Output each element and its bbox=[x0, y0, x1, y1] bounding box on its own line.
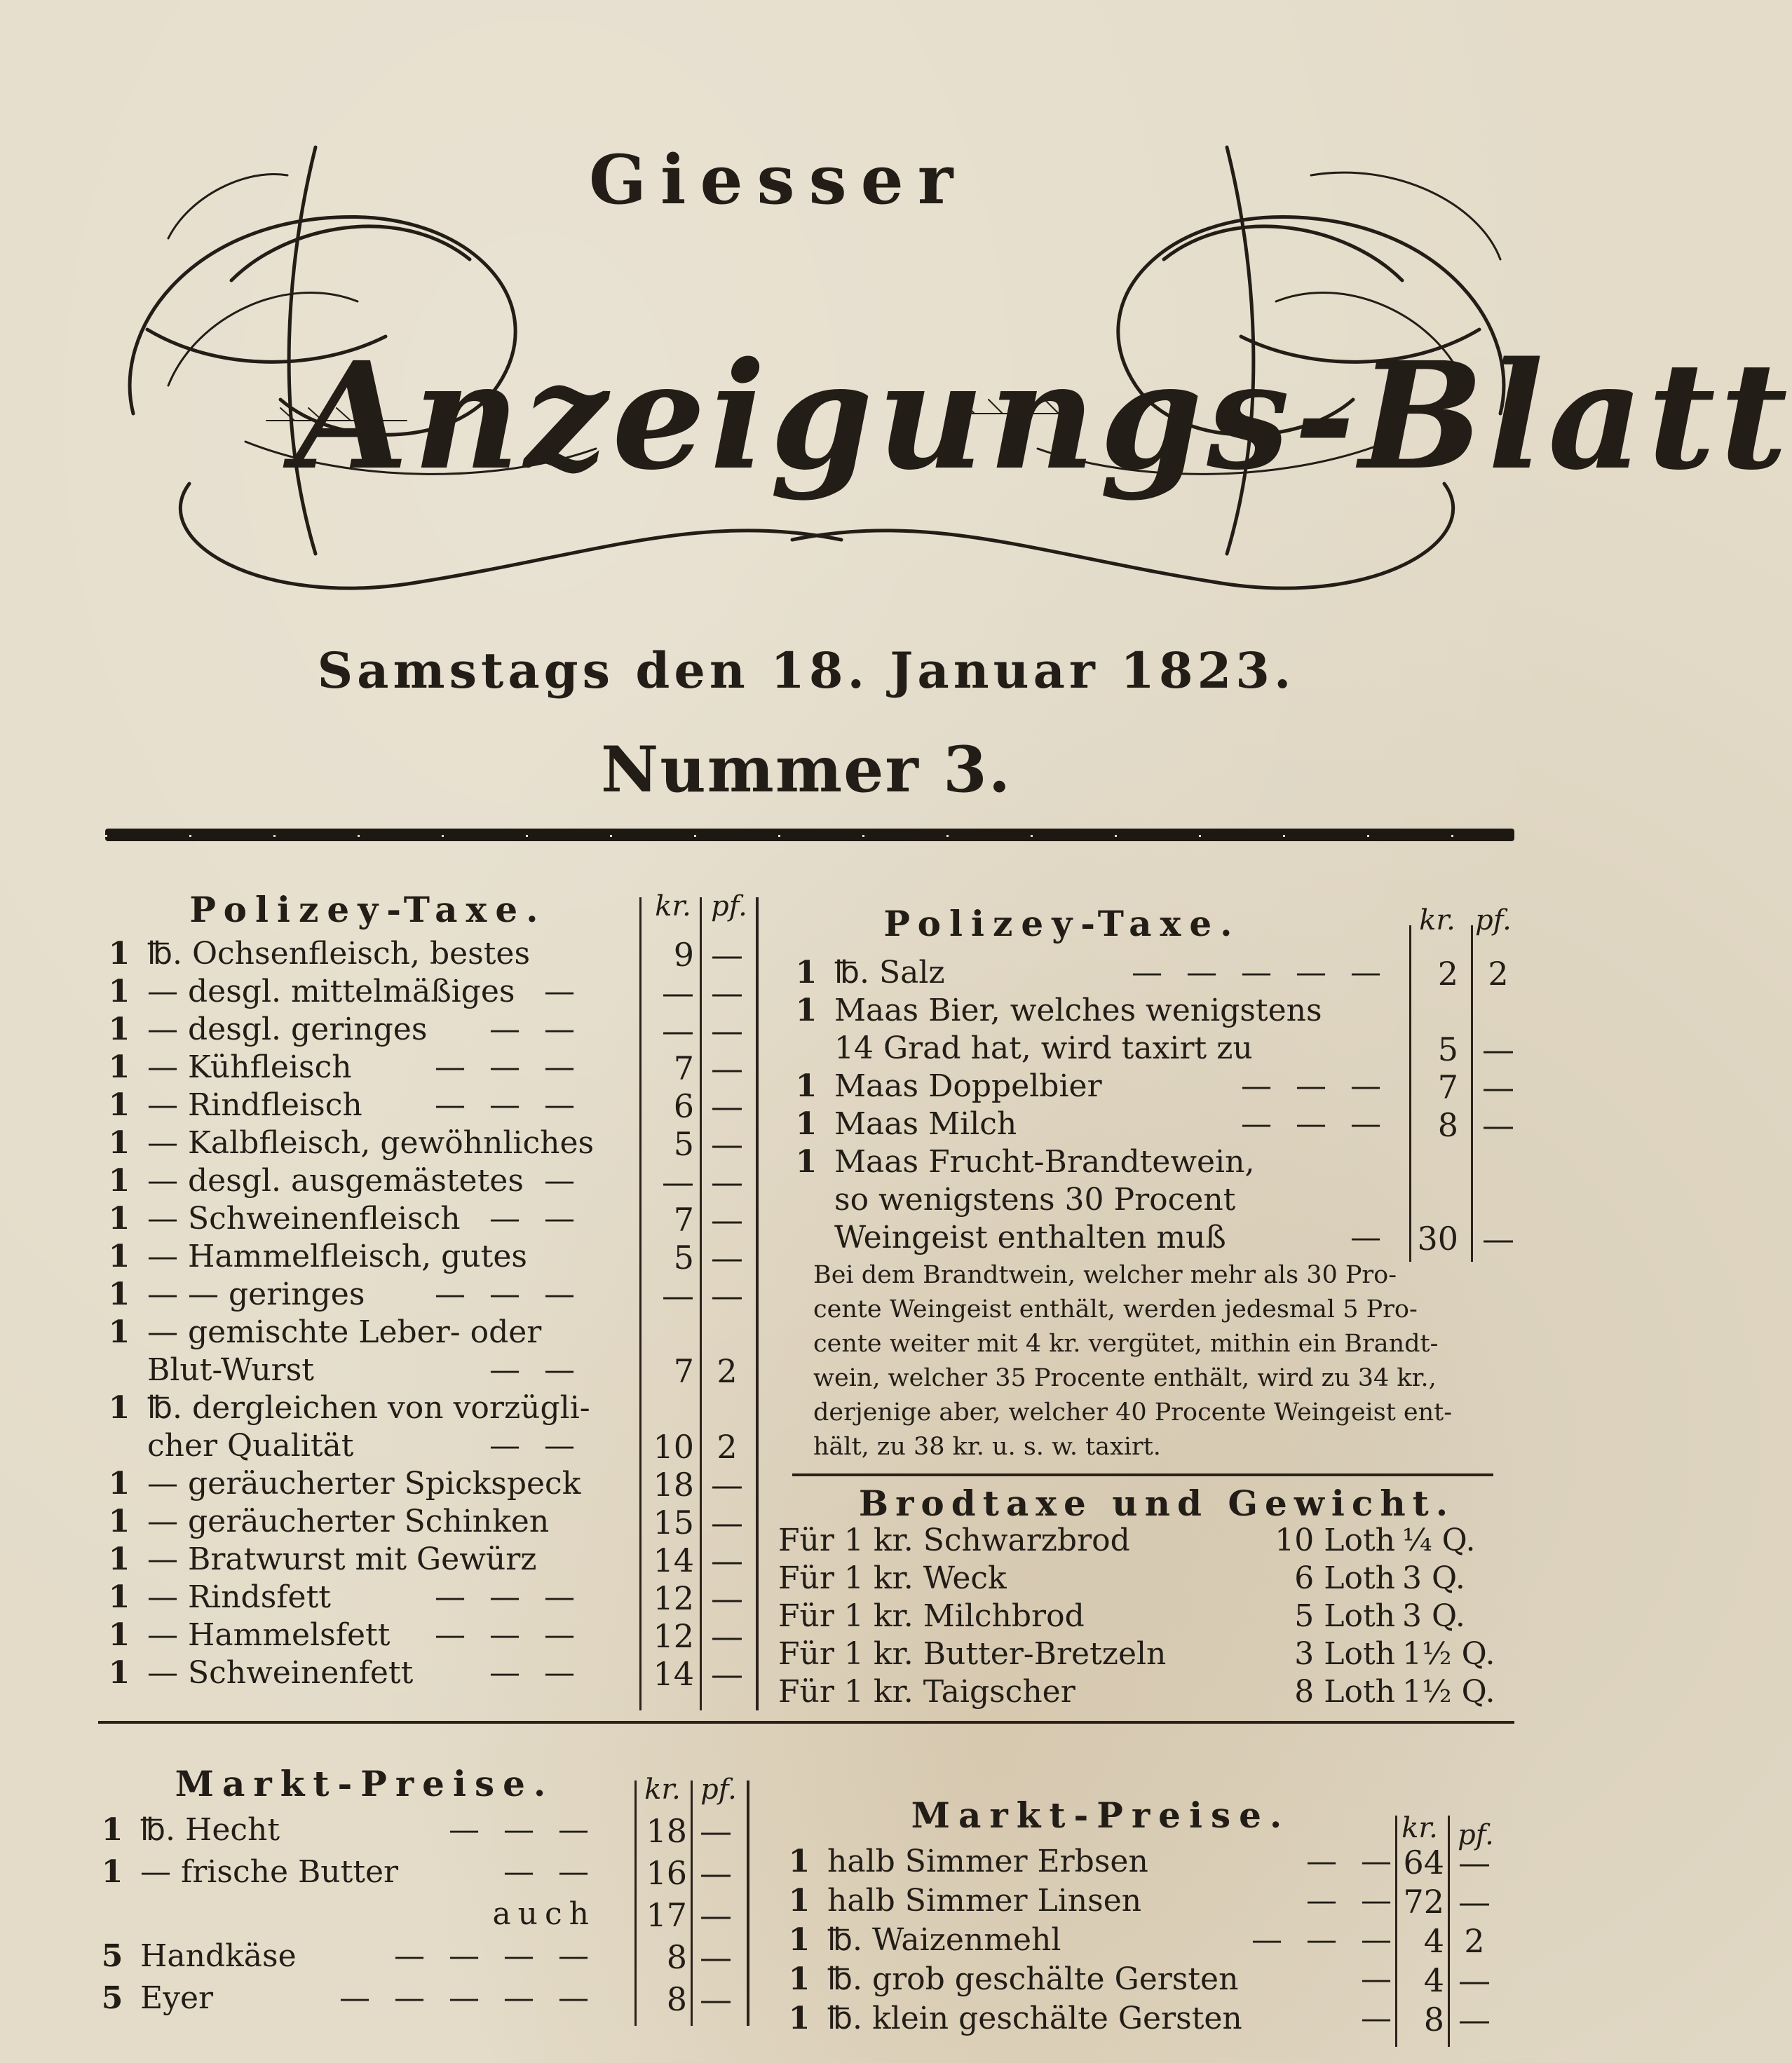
table-row bbox=[98, 1049, 764, 1087]
row-item: so wenigstens 30 Procent bbox=[834, 1182, 1236, 1218]
row-dashes: — — bbox=[1306, 1883, 1399, 1919]
table-row bbox=[91, 1980, 757, 2018]
row-dashes: — — — bbox=[435, 1617, 582, 1653]
brod-quentchen: 3 Q. bbox=[1402, 1598, 1465, 1634]
row-item: halb Simmer Erbsen bbox=[827, 1844, 1148, 1879]
right-markt-pf-header: pf. bbox=[1458, 1819, 1494, 1851]
row-dashes: — — — bbox=[435, 1579, 582, 1615]
row-kreuzer: 7 bbox=[673, 1201, 694, 1239]
table-row bbox=[785, 1220, 1521, 1258]
brandtwein-note bbox=[813, 1258, 1500, 1464]
row-pfennig: — bbox=[711, 974, 743, 1012]
table-row bbox=[98, 1201, 764, 1239]
row-dashes: — — — bbox=[1241, 1068, 1388, 1104]
row-quantity: 1 bbox=[795, 993, 817, 1028]
row-item: — Kalbfleisch, gewöhnliches bbox=[147, 1125, 595, 1161]
row-kreuzer: 12 bbox=[653, 1617, 694, 1655]
row-item: ℔. grob geschälte Gersten bbox=[827, 1961, 1239, 1997]
row-dashes: — — bbox=[489, 1352, 582, 1388]
row-quantity: 1 bbox=[108, 1541, 130, 1577]
row-dashes: — — bbox=[1306, 1844, 1399, 1879]
note-line: hält, zu 38 kr. u. s. w. taxirt. bbox=[813, 1433, 1161, 1461]
table-row bbox=[778, 1636, 1521, 1674]
row-dashes: — bbox=[1350, 1220, 1388, 1255]
note-line: cente weiter mit 4 kr. vergütet, mithin ein Brandt- bbox=[813, 1330, 1439, 1358]
table-row bbox=[91, 1938, 757, 1976]
brodtaxe-rule bbox=[792, 1473, 1493, 1476]
row-quantity: 1 bbox=[788, 1844, 810, 1879]
brod-item: Für 1 kr. Butter-Bretzeln bbox=[778, 1636, 1167, 1672]
right-taxe-kr-header: kr. bbox=[1419, 904, 1455, 937]
row-item: ℔. Hecht bbox=[140, 1812, 280, 1848]
row-dashes: — — — bbox=[435, 1276, 582, 1312]
row-quantity: 1 bbox=[108, 974, 130, 1009]
row-kreuzer: 4 bbox=[1423, 1922, 1444, 1960]
row-item: Maas Milch bbox=[834, 1106, 1017, 1142]
row-kreuzer: — bbox=[662, 974, 694, 1012]
table-row bbox=[91, 1896, 757, 1934]
table-row bbox=[98, 1466, 764, 1504]
row-dashes: — — — bbox=[449, 1812, 596, 1848]
row-dashes: — — bbox=[489, 1655, 582, 1691]
row-item: cher Qualität bbox=[147, 1428, 354, 1464]
row-pfennig: — bbox=[711, 1655, 743, 1693]
row-dashes: — — — — — bbox=[1132, 955, 1388, 990]
row-pfennig: — bbox=[711, 1012, 743, 1049]
row-kreuzer: 4 bbox=[1423, 1961, 1444, 1999]
table-row bbox=[778, 1922, 1514, 1960]
brod-item: Für 1 kr. Schwarzbrod bbox=[778, 1523, 1130, 1558]
table-row bbox=[778, 1598, 1521, 1636]
row-item: — desgl. geringes bbox=[147, 1012, 428, 1047]
row-kreuzer: 6 bbox=[673, 1087, 694, 1125]
row-item: — Rindsfett bbox=[147, 1579, 331, 1615]
row-kreuzer: 7 bbox=[673, 1049, 694, 1087]
brod-item: Für 1 kr. Weck bbox=[778, 1560, 1007, 1596]
row-quantity: 1 bbox=[108, 1314, 130, 1350]
row-item: — geräucherter Spickspeck bbox=[147, 1466, 581, 1502]
row-pfennig: — bbox=[700, 1812, 732, 1850]
note-line: wein, welcher 35 Procente enthält, wird zu 34 kr., bbox=[813, 1364, 1437, 1392]
row-item: — Schweinenfett bbox=[147, 1655, 414, 1691]
row-pfennig: — bbox=[700, 1896, 732, 1934]
row-item: — Hammelsfett bbox=[147, 1617, 391, 1653]
brodtaxe-title: Brodtaxe und Gewicht. bbox=[858, 1483, 1455, 1524]
row-item: — Bratwurst mit Gewürz bbox=[147, 1541, 537, 1577]
row-quantity: 1 bbox=[108, 1655, 130, 1691]
row-pfennig: 2 bbox=[717, 1428, 738, 1466]
row-dashes: — — — bbox=[1251, 1922, 1399, 1958]
row-quantity: 1 bbox=[108, 1239, 130, 1274]
row-dashes: — — bbox=[489, 1012, 582, 1047]
row-quantity: 1 bbox=[788, 1883, 810, 1919]
row-item: ℔. klein geschälte Gersten bbox=[827, 2001, 1242, 2036]
row-kreuzer: 64 bbox=[1403, 1844, 1444, 1881]
issue-number: Nummer 3. bbox=[600, 733, 1012, 807]
row-kreuzer: 5 bbox=[1437, 1030, 1458, 1068]
brod-quentchen: 1½ Q. bbox=[1402, 1636, 1495, 1672]
row-kreuzer: 8 bbox=[666, 1938, 687, 1976]
row-item: Maas Doppelbier bbox=[834, 1068, 1102, 1104]
row-kreuzer: 72 bbox=[1403, 1883, 1444, 1921]
row-pfennig: — bbox=[711, 1466, 743, 1504]
brod-item: Für 1 kr. Milchbrod bbox=[778, 1598, 1085, 1634]
table-row bbox=[785, 1106, 1521, 1144]
row-pfennig: 2 bbox=[1464, 1922, 1485, 1960]
table-row bbox=[98, 936, 764, 974]
brod-loth: 5 Loth bbox=[1294, 1598, 1395, 1634]
row-pfennig: — bbox=[1482, 1106, 1514, 1144]
brod-quentchen: 1½ Q. bbox=[1402, 1674, 1495, 1710]
row-kreuzer: 18 bbox=[646, 1812, 687, 1850]
row-item: 14 Grad hat, wird taxirt zu bbox=[834, 1030, 1253, 1066]
table-row bbox=[91, 1854, 757, 1892]
table-row bbox=[778, 1883, 1514, 1921]
note-line: derjenige aber, welcher 40 Procente Weingeist ent- bbox=[813, 1398, 1453, 1427]
row-quantity: 1 bbox=[788, 2001, 810, 2036]
row-kreuzer: 5 bbox=[673, 1239, 694, 1276]
row-dashes: — — bbox=[503, 1854, 596, 1890]
table-row bbox=[98, 1087, 764, 1125]
table-row bbox=[98, 1579, 764, 1617]
row-item: ℔. dergleichen von vorzügli- bbox=[147, 1390, 590, 1426]
row-quantity: 1 bbox=[795, 1068, 817, 1104]
row-pfennig: — bbox=[711, 1201, 743, 1239]
table-row bbox=[98, 1655, 764, 1693]
row-item: Handkäse bbox=[140, 1938, 297, 1974]
table-row bbox=[98, 1314, 764, 1352]
table-row bbox=[98, 1541, 764, 1579]
row-dashes: — bbox=[544, 1163, 582, 1199]
row-item: — desgl. ausgemästetes bbox=[147, 1163, 524, 1199]
row-quantity: 1 bbox=[101, 1812, 123, 1848]
markt-rule bbox=[98, 1721, 1514, 1724]
left-markt-kr-header: kr. bbox=[644, 1773, 681, 1806]
table-row bbox=[778, 2001, 1514, 2038]
row-dashes: — — — — — bbox=[339, 1980, 596, 2016]
row-item: Weingeist enthalten muß bbox=[834, 1220, 1226, 1255]
table-row bbox=[785, 955, 1521, 993]
row-pfennig: 2 bbox=[1488, 955, 1509, 993]
table-row bbox=[785, 1182, 1521, 1220]
row-kreuzer: 8 bbox=[1437, 1106, 1458, 1144]
masthead-city: Giesser bbox=[589, 140, 968, 219]
row-item: Eyer bbox=[140, 1980, 214, 2016]
row-quantity: 1 bbox=[101, 1854, 123, 1890]
row-item: halb Simmer Linsen bbox=[827, 1883, 1142, 1919]
row-item: — gemischte Leber- oder bbox=[147, 1314, 542, 1350]
row-dashes: — — — bbox=[1241, 1106, 1388, 1142]
row-quantity: 1 bbox=[788, 1922, 810, 1958]
brod-loth: 10 Loth bbox=[1275, 1523, 1395, 1558]
table-row bbox=[785, 1068, 1521, 1106]
row-kreuzer: 12 bbox=[653, 1579, 694, 1617]
row-pfennig: — bbox=[711, 1049, 743, 1087]
row-quantity: 1 bbox=[108, 936, 130, 972]
brod-loth: 8 Loth bbox=[1294, 1674, 1395, 1710]
row-quantity: 1 bbox=[108, 1125, 130, 1161]
right-taxe-title: Polizey-Taxe. bbox=[883, 903, 1241, 944]
brod-quentchen: 3 Q. bbox=[1402, 1560, 1465, 1596]
row-pfennig: — bbox=[711, 1163, 743, 1201]
row-kreuzer: — bbox=[662, 1163, 694, 1201]
table-row bbox=[98, 1428, 764, 1466]
row-pfennig: — bbox=[1482, 1068, 1514, 1106]
row-item: Maas Frucht-Brandtewein, bbox=[834, 1144, 1255, 1180]
row-quantity: 1 bbox=[108, 1163, 130, 1199]
right-taxe-pf-header: pf. bbox=[1475, 904, 1512, 937]
table-row bbox=[98, 1163, 764, 1201]
row-kreuzer: 8 bbox=[666, 1980, 687, 2018]
row-quantity: 1 bbox=[108, 1012, 130, 1047]
row-quantity: 1 bbox=[108, 1049, 130, 1085]
row-pfennig: — bbox=[711, 1504, 743, 1541]
table-row bbox=[785, 1030, 1521, 1068]
row-item: — Rindfleisch bbox=[147, 1087, 362, 1123]
row-quantity: 1 bbox=[108, 1201, 130, 1237]
table-row bbox=[98, 1012, 764, 1049]
row-item: — frische Butter bbox=[140, 1854, 399, 1890]
row-kreuzer: 7 bbox=[1437, 1068, 1458, 1106]
row-dashes: — — bbox=[489, 1201, 582, 1237]
row-dashes: — bbox=[1361, 1961, 1399, 1997]
row-pfennig: — bbox=[1482, 1220, 1514, 1258]
row-kreuzer: 15 bbox=[653, 1504, 694, 1541]
row-kreuzer: 10 bbox=[653, 1428, 694, 1466]
brod-loth: 6 Loth bbox=[1294, 1560, 1395, 1596]
table-row bbox=[778, 1844, 1514, 1881]
row-pfennig: — bbox=[711, 1276, 743, 1314]
row-quantity: 1 bbox=[788, 1961, 810, 1997]
row-kreuzer: 5 bbox=[673, 1125, 694, 1163]
right-markt-kr-header: kr. bbox=[1401, 1812, 1438, 1844]
row-dashes: — bbox=[544, 974, 582, 1009]
row-pfennig: — bbox=[700, 1980, 732, 2018]
row-dashes: — — — bbox=[435, 1049, 582, 1085]
row-pfennig: — bbox=[711, 1617, 743, 1655]
row-pfennig: — bbox=[711, 1541, 743, 1579]
row-item: — Hammelfleisch, gutes bbox=[147, 1239, 527, 1274]
row-pfennig: — bbox=[711, 936, 743, 974]
row-quantity: 5 bbox=[101, 1980, 123, 2016]
row-pfennig: — bbox=[711, 1239, 743, 1276]
row-kreuzer: 30 bbox=[1417, 1220, 1458, 1258]
table-row bbox=[778, 1523, 1521, 1560]
table-row bbox=[785, 1144, 1521, 1182]
row-kreuzer: 16 bbox=[646, 1854, 687, 1892]
row-dashes: — — — bbox=[435, 1087, 582, 1123]
row-kreuzer: 9 bbox=[673, 936, 694, 974]
table-row bbox=[98, 1352, 764, 1390]
row-pfennig: — bbox=[711, 1579, 743, 1617]
row-quantity: 1 bbox=[108, 1466, 130, 1502]
table-row bbox=[98, 1504, 764, 1541]
row-quantity: 5 bbox=[101, 1938, 123, 1974]
table-row bbox=[778, 1674, 1521, 1712]
table-row bbox=[778, 1961, 1514, 1999]
header-rule bbox=[105, 829, 1514, 841]
row-quantity: 1 bbox=[108, 1390, 130, 1426]
left-markt-title: Markt-Preise. bbox=[175, 1763, 555, 1804]
dateline: Samstags den 18. Januar 1823. bbox=[317, 641, 1296, 700]
table-row bbox=[98, 974, 764, 1012]
row-kreuzer: 14 bbox=[653, 1655, 694, 1693]
row-dashes: — — bbox=[489, 1428, 582, 1464]
brod-loth: 3 Loth bbox=[1294, 1636, 1395, 1672]
row-quantity: 1 bbox=[108, 1087, 130, 1123]
table-row bbox=[98, 1276, 764, 1314]
table-row bbox=[98, 1617, 764, 1655]
row-quantity: 1 bbox=[108, 1617, 130, 1653]
table-row bbox=[778, 1560, 1521, 1598]
row-kreuzer: 17 bbox=[646, 1896, 687, 1934]
row-item: ℔. Salz bbox=[834, 955, 945, 990]
row-quantity: 1 bbox=[795, 1106, 817, 1142]
row-dashes: — bbox=[1361, 2001, 1399, 2036]
table-row bbox=[98, 1390, 764, 1428]
row-item: ℔. Waizenmehl bbox=[827, 1922, 1061, 1958]
table-row bbox=[98, 1125, 764, 1163]
brod-item: Für 1 kr. Taigscher bbox=[778, 1674, 1075, 1710]
left-markt-pf-header: pf. bbox=[700, 1773, 737, 1806]
row-item: — — geringes bbox=[147, 1276, 365, 1312]
row-pfennig: — bbox=[1458, 1883, 1491, 1921]
row-dashes: — — — — bbox=[394, 1938, 596, 1974]
row-kreuzer: 2 bbox=[1437, 955, 1458, 993]
row-pfennig: — bbox=[1482, 1030, 1514, 1068]
row-kreuzer: 8 bbox=[1423, 2001, 1444, 2038]
row-pfennig: 2 bbox=[717, 1352, 738, 1390]
note-line: Bei dem Brandtwein, welcher mehr als 30 Pro- bbox=[813, 1261, 1397, 1289]
left-taxe-kr-header: kr. bbox=[655, 890, 691, 922]
row-pfennig: — bbox=[1458, 2001, 1491, 2038]
row-quantity: 1 bbox=[795, 1144, 817, 1180]
row-kreuzer: — bbox=[662, 1012, 694, 1049]
row-item: — Schweinenfleisch bbox=[147, 1201, 461, 1237]
row-quantity: 1 bbox=[795, 955, 817, 990]
row-item: — geräucherter Schinken bbox=[147, 1504, 550, 1539]
row-kreuzer: 18 bbox=[653, 1466, 694, 1504]
row-pfennig: — bbox=[1458, 1844, 1491, 1881]
row-quantity: 1 bbox=[108, 1276, 130, 1312]
row-item: — Kühfleisch bbox=[147, 1049, 352, 1085]
brod-quentchen: ¼ Q. bbox=[1402, 1523, 1476, 1558]
row-quantity: 1 bbox=[108, 1579, 130, 1615]
row-pfennig: — bbox=[711, 1087, 743, 1125]
row-item: — desgl. mittelmäßiges bbox=[147, 974, 515, 1009]
table-row bbox=[98, 1239, 764, 1276]
right-markt-title: Markt-Preise. bbox=[911, 1795, 1291, 1836]
row-item: ℔. Ochsenfleisch, bestes bbox=[147, 936, 531, 972]
row-item: Maas Bier, welches wenigstens bbox=[834, 993, 1322, 1028]
row-quantity: 1 bbox=[108, 1504, 130, 1539]
row-item: Blut-Wurst bbox=[147, 1352, 314, 1388]
note-line: cente Weingeist enthält, werden jedesmal 5 Pro- bbox=[813, 1295, 1418, 1323]
row-pfennig: — bbox=[711, 1125, 743, 1163]
row-pfennig: — bbox=[700, 1854, 732, 1892]
masthead-title: Anzeigungs-Blatt bbox=[294, 329, 1792, 503]
row-kreuzer: 7 bbox=[673, 1352, 694, 1390]
row-pfennig: — bbox=[700, 1938, 732, 1976]
left-taxe-title: Polizey-Taxe. bbox=[189, 889, 547, 930]
row-kreuzer: 14 bbox=[653, 1541, 694, 1579]
table-row bbox=[785, 993, 1521, 1030]
row-dashes: auch bbox=[492, 1896, 596, 1932]
table-row bbox=[91, 1812, 757, 1850]
left-taxe-pf-header: pf. bbox=[711, 890, 747, 922]
row-pfennig: — bbox=[1458, 1961, 1491, 1999]
row-kreuzer: — bbox=[662, 1276, 694, 1314]
